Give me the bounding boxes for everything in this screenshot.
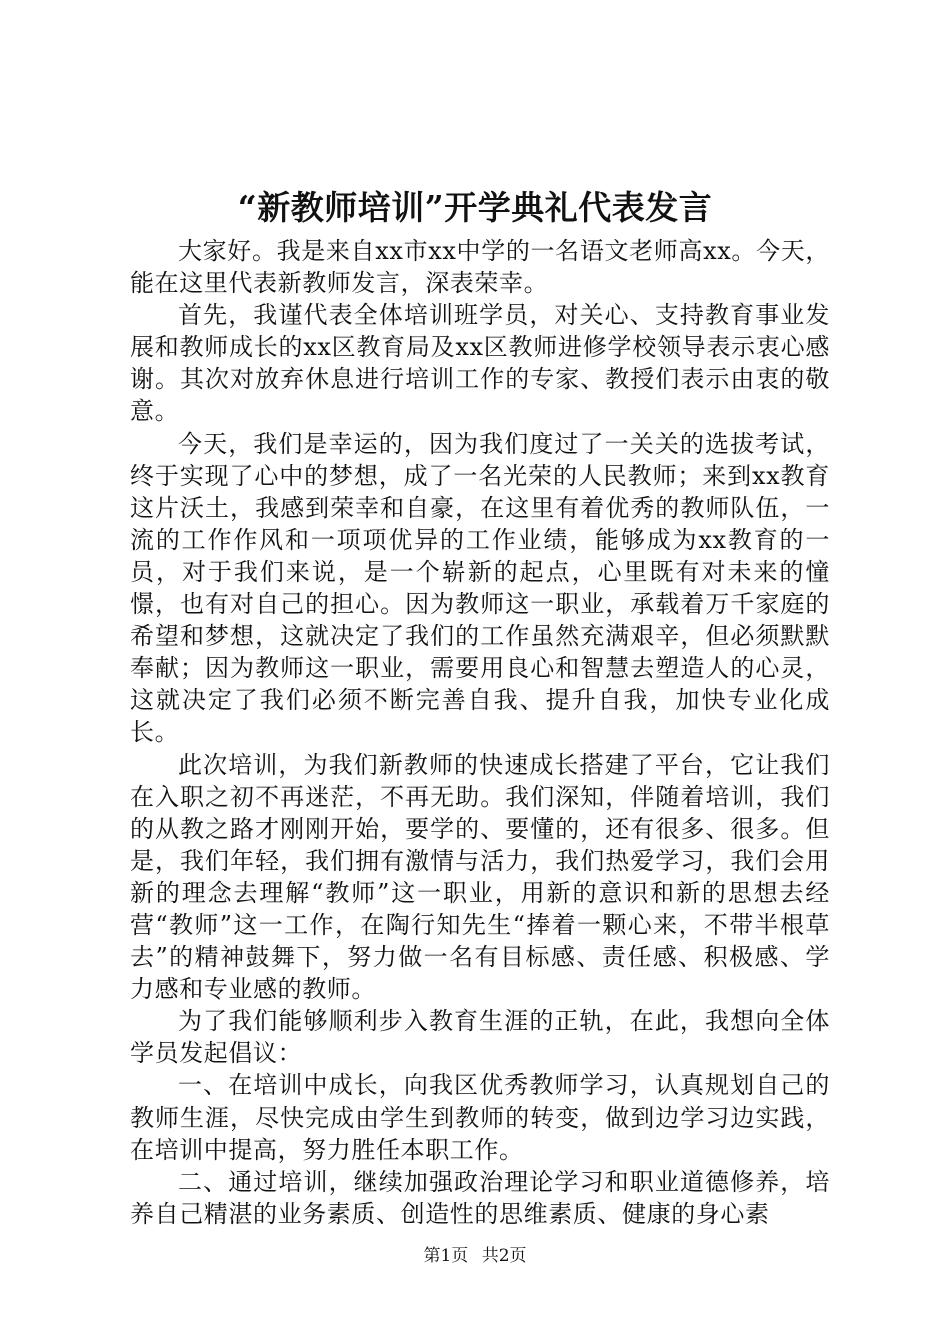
paragraph-greeting: 大家好。我是来自xx市xx中学的一名语文老师高xx。今天，能在这里代表新教师发言，深表荣幸。 [130,237,830,298]
paragraph-proposal-1: 一、在培训中成长，向我区优秀教师学习，认真规划自己的教师生涯，尽快完成由学生到教师的转变，做到边学习边实践，在培训中提高，努力胜任本职工作。 [130,1071,830,1164]
paragraph-thanks: 首先，我谨代表全体培训班学员，对关心、支持教育事业发展和教师成长的xx区教育局及xx区教师进修学校领导表示衷心感谢。其次对放弃休息进行培训工作的专家、教授们表示由衷的敬意。 [130,301,830,426]
document-title: “新教师培训”开学典礼代表发言 [237,188,713,227]
document-body [130,235,830,1230]
paragraph-fortunate: 今天，我们是幸运的，因为我们度过了一关关的选拔考试，终于实现了心中的梦想，成了一名光荣的人民教师；来到xx教育这片沃土，我感到荣幸和自豪，在这里有着优秀的教师队伍，一流的工作作风和一项项优异的工作业绩，能够成为xx教育的一员，对于我们来说，是一个崭新的起点，心里既有对未来的憧憬，也有对自己的担心。因为教师这一职业，承载着万千家庭的希望和梦想，这就决定了我们的工作虽然充满艰辛，但必须默默奉献；因为教师这一职业，需要用良心和智慧去塑造人的心灵，这就决定了我们必须不断完善自我、提升自我，加快专业化成长。 [130,429,830,747]
page-number-total: 共2页 [481,1246,527,1266]
page-footer [0,1244,950,1268]
page-number-current: 第1页 [423,1246,469,1266]
paragraph-training: 此次培训，为我们新教师的快速成长搭建了平台，它让我们在入职之初不再迷茫，不再无助。我们深知，伴随着培训，我们的从教之路才刚刚开始，要学的、要懂的，还有很多、很多。但是，我们年轻，我们拥有激情与活力，我们热爱学习，我们会用新的理念去理解“教师”这一职业，用新的意识和新的思想去经营“教师”这一工作，在陶行知先生“捧着一颗心来，不带半根草去”的精神鼓舞下，努力做一名有目标感、责任感、积极感、学力感和专业感的教师。 [130,750,830,1004]
paragraph-proposal-intro: 为了我们能够顺利步入教育生涯的正轨，在此，我想向全体学员发起倡议： [130,1007,830,1068]
paragraph-proposal-2: 二、通过培训，继续加强政治理论学习和职业道德修养，培养自己精湛的业务素质、创造性的思维素质、健康的身心素 [130,1167,830,1228]
